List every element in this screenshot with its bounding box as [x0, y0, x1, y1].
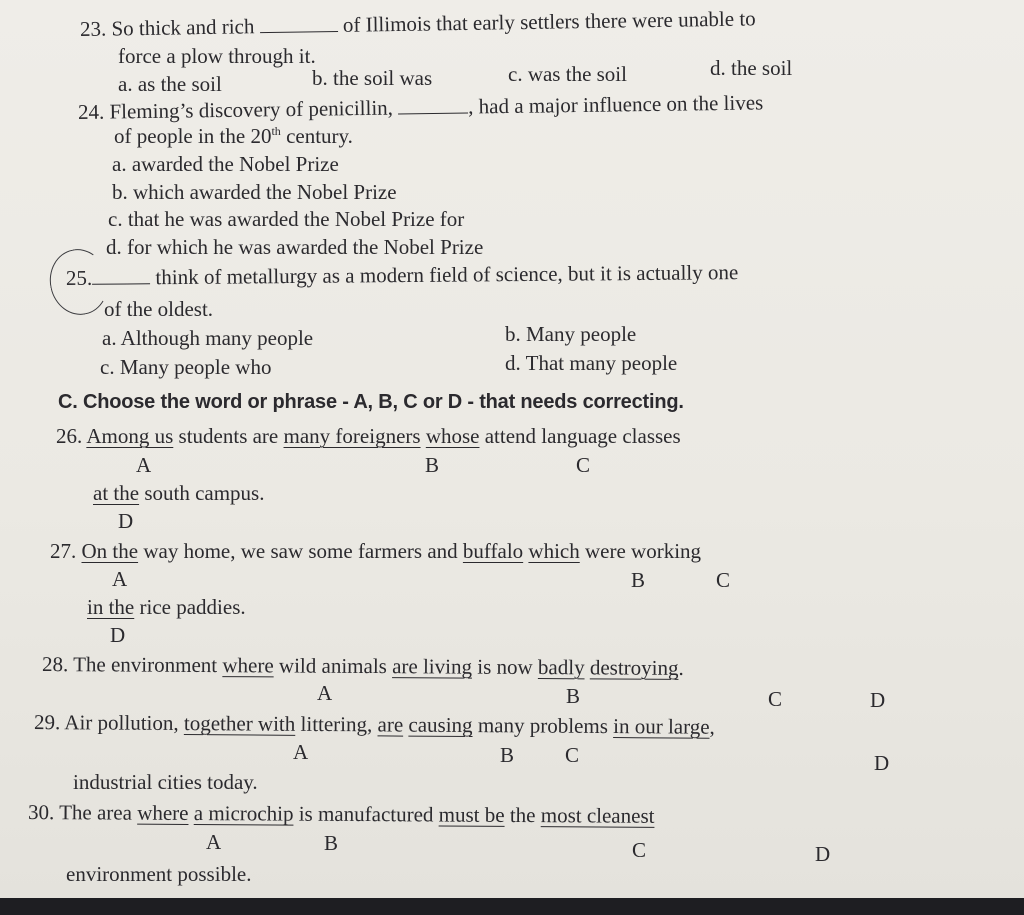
q26-underlined-a: Among us: [86, 424, 174, 448]
q24-number: 24.: [77, 99, 105, 124]
q28-text-2: is now: [471, 654, 539, 680]
q24-line2: [114, 124, 353, 148]
q25-option-b: b. Many people: [505, 322, 637, 346]
q27-line1: [50, 539, 701, 563]
q29-text-3: ,: [709, 714, 715, 739]
q30-underlined-a: where: [137, 800, 189, 825]
q28-underlined-c: badly: [537, 655, 585, 680]
q26-underlined-b: many foreigners: [283, 424, 421, 448]
q24-option-b: b. which awarded the Nobel Prize: [112, 180, 397, 204]
q24-option-d: d. for which he was awarded the Nobel Prize: [106, 235, 484, 259]
q29-line1: [34, 710, 715, 739]
q23-blank: [259, 13, 337, 33]
q27-underlined-d: in the: [87, 595, 135, 619]
q26-number: 26.: [56, 424, 83, 448]
q26-text-1: students are: [173, 424, 284, 448]
q26-text-2: attend language classes: [479, 424, 681, 448]
q27-line2: [87, 595, 246, 619]
q27-text-3: rice paddies.: [134, 595, 246, 619]
q23-option-b: b. the soil was: [312, 66, 433, 90]
q28-number: 28.: [41, 652, 69, 677]
q29-label-b: B: [500, 743, 515, 767]
q24-stem-c: of people in the 20: [114, 124, 272, 148]
q28-label-a: A: [317, 681, 333, 705]
q25-blank: [92, 265, 150, 285]
q30-label-b: B: [324, 831, 339, 855]
q24-option-a: a. awarded the Nobel Prize: [112, 152, 339, 176]
q27-label-d: D: [110, 623, 126, 647]
q26-underlined-c: whose: [425, 424, 480, 448]
q30-underlined-d: most cleanest: [540, 803, 655, 828]
q24-stem-b: , had a major influence on the lives: [468, 90, 764, 119]
q27-label-b: B: [631, 568, 646, 592]
q29-text-1: littering,: [295, 711, 378, 737]
q26-underlined-d: at the: [93, 481, 140, 505]
q24-stem-d: century.: [286, 124, 353, 148]
q30-number: 30.: [27, 800, 55, 825]
q30-text-0: The area: [59, 800, 138, 825]
q23-option-d: d. the soil: [710, 56, 793, 80]
q28-underlined-a: where: [222, 653, 274, 678]
q30-label-d: D: [815, 842, 831, 866]
q24-blank: [398, 95, 468, 115]
q27-label-c: C: [716, 568, 731, 592]
q23-stem-b: of Illimois that early settlers there were unable to: [342, 6, 756, 37]
q28-label-c: C: [768, 687, 783, 711]
q24-option-c: c. that he was awarded the Nobel Prize for: [108, 207, 465, 231]
q24-superscript: th: [271, 124, 281, 138]
q30-line2: environment possible.: [66, 862, 252, 886]
q25-option-d: d. That many people: [505, 351, 678, 375]
q28-underlined-b: are living: [392, 654, 473, 679]
q27-label-a: A: [112, 567, 128, 591]
q25-stem-b: of the oldest.: [104, 297, 214, 321]
q29-underlined-b: are: [377, 712, 404, 737]
q29-line2: industrial cities today.: [73, 770, 258, 794]
q27-text-2: were working: [579, 539, 702, 563]
q29-number: 29.: [33, 710, 61, 735]
q27-underlined-b: buffalo: [462, 539, 524, 563]
q29-underlined-d: in our large: [613, 714, 710, 739]
q29-underlined-a: together with: [183, 711, 296, 736]
q26-text-3: south campus.: [139, 481, 265, 505]
q23-line1: [80, 6, 756, 41]
q23-stem-c: force a plow through it.: [118, 44, 316, 68]
q25-option-a: a. Although many people: [102, 326, 314, 350]
q28-text-0: The environment: [73, 652, 223, 678]
q30-text-1: is manufactured: [293, 801, 439, 827]
q23-number: 23.: [79, 16, 107, 41]
q24-stem-a: Fleming’s discovery of penicillin,: [109, 95, 394, 124]
q30-underlined-c: must be: [438, 802, 505, 827]
q27-text-1: way home, we saw some farmers and: [138, 539, 463, 563]
q26-label-d: D: [118, 509, 134, 533]
q26-line1: [56, 424, 681, 448]
q23-option-c: c. was the soil: [508, 62, 627, 86]
q26-line2: [93, 481, 264, 505]
q30-text-2: the: [504, 802, 541, 828]
q30-label-c: C: [632, 838, 647, 862]
q30-underlined-b: a microchip: [193, 801, 294, 826]
q29-label-d: D: [874, 751, 890, 775]
q23-stem-a: So thick and rich: [111, 14, 255, 41]
q28-label-b: B: [566, 684, 581, 708]
q29-label-a: A: [293, 740, 309, 764]
q25-option-c: c. Many people who: [100, 355, 272, 379]
q29-underlined-c: causing: [408, 712, 473, 738]
q28-text-3: .: [678, 655, 684, 680]
q30-label-a: A: [206, 830, 222, 854]
q28-text-1: wild animals: [273, 653, 393, 679]
q29-text-2: many problems: [472, 713, 614, 739]
q26-label-a: A: [136, 453, 152, 477]
q28-underlined-d: destroying: [589, 655, 679, 680]
q26-label-c: C: [576, 453, 591, 477]
q25-line1: [66, 260, 738, 290]
q29-label-c: C: [565, 743, 580, 767]
q27-number: 27.: [50, 539, 77, 563]
q26-label-b: B: [425, 453, 440, 477]
q27-underlined-a: On the: [81, 539, 139, 563]
q25-stem-a: think of metallurgy as a modern field of science, but it is actually one: [155, 260, 739, 290]
q27-underlined-c: which: [528, 539, 580, 563]
q28-line1: [42, 652, 684, 680]
q28-label-d: D: [870, 688, 886, 712]
q29-text-0: Air pollution,: [64, 710, 185, 736]
section-c-heading: C. Choose the word or phrase - A, B, C or D - that needs correcting.: [58, 391, 684, 413]
q23-option-a: a. as the soil: [118, 72, 222, 96]
bottom-shadow-bar: [0, 898, 1024, 915]
q30-line1: [28, 800, 655, 828]
q25-number: 25.: [65, 265, 93, 290]
